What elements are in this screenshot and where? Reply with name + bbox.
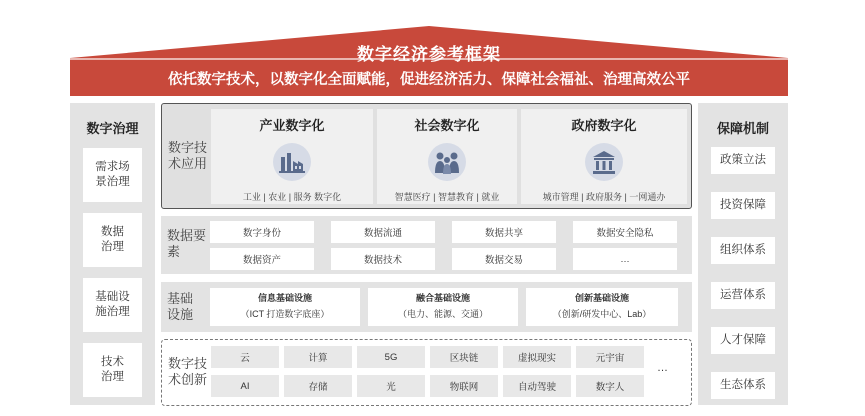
roof-banner <box>70 18 788 96</box>
data-cell-data-sharing: 数据共享 <box>452 221 556 243</box>
safeguard-item-organization: 组织体系 <box>711 237 775 264</box>
infra-information-title: 信息基础设施 <box>257 293 312 303</box>
society-digitalization <box>377 109 517 204</box>
infra-fusion-title: 融合基础设施 <box>415 293 470 303</box>
governance-item-technology: 技术 治理 <box>83 343 142 397</box>
data-elements-panel <box>161 216 692 274</box>
digital-governance-column <box>70 103 155 405</box>
digital-governance-title: 数字治理 <box>86 121 139 136</box>
infra-innovation <box>526 288 678 326</box>
tech-cell-blockchain: 区块链 <box>430 346 498 368</box>
government-building-icon <box>585 143 623 181</box>
framework-subtitle: 依托数字技术，以数字化全面赋能，促进经济活力、保障社会福祉、治理高效公平 <box>168 72 690 88</box>
safeguard-item-investment: 投资保障 <box>711 192 775 219</box>
data-elements-label: 数据要 素 <box>167 228 207 259</box>
factory-icon <box>273 143 311 181</box>
tech-cell-autonomous-driving: 自动驾驶 <box>503 375 571 397</box>
tech-cell-cloud: 云 <box>211 346 279 368</box>
safeguard-mechanism-title: 保障机制 <box>716 121 769 136</box>
safeguard-mechanism-column <box>698 103 788 405</box>
governance-item-data: 数据 治理 <box>83 213 142 267</box>
tech-cell-metaverse: 元宇宙 <box>576 346 644 368</box>
digital-tech-innovation-panel <box>161 339 692 406</box>
industry-digitalization-desc: 工业 | 农业 | 服务 数字化 <box>242 192 342 202</box>
infrastructure-label: 基础 设施 <box>167 291 194 322</box>
data-cell-data-circulation: 数据流通 <box>331 221 435 243</box>
framework-title: 数字经济参考框架 <box>357 45 501 64</box>
data-cell-more: … <box>573 248 677 270</box>
infra-fusion <box>368 288 518 326</box>
tech-cell-iot: 物联网 <box>430 375 498 397</box>
data-cell-data-trading: 数据交易 <box>452 248 556 270</box>
government-digitalization-desc: 城市管理 | 政府服务 | 一网通办 <box>542 192 666 202</box>
safeguard-item-talent: 人才保障 <box>711 327 775 354</box>
infra-innovation-title: 创新基础设施 <box>574 293 629 303</box>
safeguard-item-policy: 政策立法 <box>711 147 775 174</box>
infra-information-sub: （ICT 打造数字底座） <box>240 309 330 319</box>
tech-cell-compute: 计算 <box>284 346 352 368</box>
data-cell-data-security: 数据安全隐私 <box>573 221 677 243</box>
data-cell-data-assets: 数据资产 <box>210 248 314 270</box>
tech-cell-vr: 虚拟现实 <box>503 346 571 368</box>
digital-tech-application-panel <box>161 103 692 209</box>
application-label: 数字技 术应用 <box>168 140 208 171</box>
tech-cell-digital-human: 数字人 <box>576 375 644 397</box>
industry-digitalization <box>211 109 373 204</box>
people-icon <box>428 143 466 181</box>
tech-cell-5g: 5G <box>357 346 425 368</box>
governance-item-scenario: 需求场 景治理 <box>83 148 142 202</box>
society-digitalization-title: 社会数字化 <box>414 118 480 133</box>
government-digitalization <box>521 109 687 204</box>
society-digitalization-desc: 智慧医疗 | 智慧教育 | 就业 <box>394 192 500 202</box>
data-cell-digital-identity: 数字身份 <box>210 221 314 243</box>
data-cell-data-technology: 数据技术 <box>331 248 435 270</box>
industry-digitalization-title: 产业数字化 <box>259 118 325 133</box>
infra-fusion-sub: （电力、能源、交通） <box>397 309 488 319</box>
government-digitalization-title: 政府数字化 <box>571 118 637 133</box>
infra-information <box>210 288 360 326</box>
tech-innovation-label: 数字技 术创新 <box>168 356 208 387</box>
tech-more-ellipsis: … <box>657 362 668 374</box>
infrastructure-panel <box>161 282 692 332</box>
tech-cell-storage: 存储 <box>284 375 352 397</box>
safeguard-item-operation: 运营体系 <box>711 282 775 309</box>
governance-item-infrastructure: 基础设 施治理 <box>83 278 142 332</box>
tech-cell-ai: AI <box>211 375 279 397</box>
tech-cell-optical: 光 <box>357 375 425 397</box>
safeguard-item-ecosystem: 生态体系 <box>711 372 775 399</box>
infra-innovation-sub: （创新/研发中心、Lab） <box>552 309 652 319</box>
